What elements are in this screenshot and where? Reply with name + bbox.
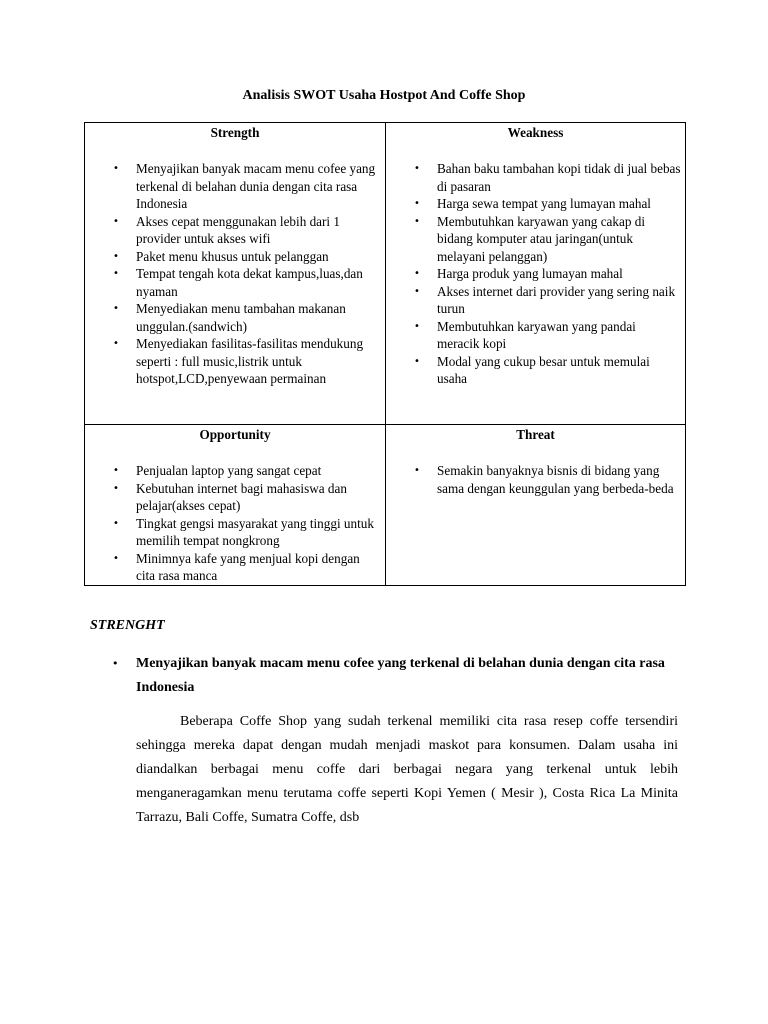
weakness-heading: Weakness bbox=[507, 125, 564, 140]
opportunity-list bbox=[85, 462, 385, 585]
list-item: • Tingkat gengsi masyarakat yang tinggi untuk memilih tempat nongkrong bbox=[85, 515, 385, 550]
section-paragraph: Beberapa Coffe Shop yang sudah terkenal memiliki cita rasa resep coffe tersendiri sehingga mereka dapat dengan mudah menjadi maskot para konsumen. Dalam usaha ini diandalkan berbagai menu coffe dari berbagai negara yang terkenal untuk lebih menganeragamkan menu terutama coffe seperti Kopi Yemen ( Mesir ), Costa Rica La Minita Tarrazu, Bali Coffe, Sumatra Coffe, dsb bbox=[136, 714, 678, 825]
list-item: • Akses internet dari provider yang sering naik turun bbox=[386, 283, 685, 318]
weakness-list bbox=[386, 160, 685, 388]
list-item: • Menyajikan banyak macam menu cofee yang terkenal di belahan dunia dengan cita rasa Indonesia bbox=[85, 160, 385, 213]
opportunity-cell bbox=[85, 425, 386, 586]
weakness-cell bbox=[386, 123, 686, 425]
list-item: • Membutuhkan karyawan yang cakap di bidang komputer atau jaringan(untuk melayani pelanggan) bbox=[386, 213, 685, 266]
strength-heading: Strength bbox=[210, 125, 260, 140]
threat-cell bbox=[386, 425, 686, 586]
list-item: • Minimnya kafe yang menjual kopi dengan cita rasa manca bbox=[85, 550, 385, 585]
list-item: • Menyediakan fasilitas-fasilitas mendukung seperti : full music,listrik untuk hotspot,LCD,penyewaan permainan bbox=[85, 335, 385, 388]
list-item: • Bahan baku tambahan kopi tidak di jual bebas di pasaran bbox=[386, 160, 685, 195]
list-item: • Membutuhkan karyawan yang pandai meracik kopi bbox=[386, 318, 685, 353]
list-item: • Modal yang cukup besar untuk memulai usaha bbox=[386, 353, 685, 388]
section-title: STRENGHT bbox=[90, 618, 165, 633]
section-point: Menyajikan banyak macam menu cofee yang terkenal di belahan dunia dengan cita rasa Indonesia bbox=[136, 656, 665, 695]
list-item: • Semakin banyaknya bisnis di bidang yang sama dengan keunggulan yang berbeda-beda bbox=[386, 462, 685, 497]
swot-table bbox=[84, 122, 686, 586]
list-item: • Kebutuhan internet bagi mahasiswa dan pelajar(akses cepat) bbox=[85, 480, 385, 515]
list-item: • Menyediakan menu tambahan makanan unggulan.(sandwich) bbox=[85, 300, 385, 335]
list-item: • Paket menu khusus untuk pelanggan bbox=[85, 248, 385, 266]
threat-heading: Threat bbox=[516, 427, 555, 442]
opportunity-heading: Opportunity bbox=[199, 427, 271, 442]
list-item: • Harga sewa tempat yang lumayan mahal bbox=[386, 195, 685, 213]
list-item: • Akses cepat menggunakan lebih dari 1 provider untuk akses wifi bbox=[85, 213, 385, 248]
swot-row-bottom bbox=[85, 425, 686, 586]
strength-cell bbox=[85, 123, 386, 425]
strength-list bbox=[85, 160, 385, 388]
threat-list bbox=[386, 462, 685, 497]
list-item: • Tempat tengah kota dekat kampus,luas,dan nyaman bbox=[85, 265, 385, 300]
swot-row-top bbox=[85, 123, 686, 425]
list-item: • Penjualan laptop yang sangat cepat bbox=[85, 462, 385, 480]
bullet-icon: • bbox=[112, 657, 119, 670]
document-title: Analisis SWOT Usaha Hostpot And Coffe Shop bbox=[242, 88, 526, 103]
list-item: • Harga produk yang lumayan mahal bbox=[386, 265, 685, 283]
